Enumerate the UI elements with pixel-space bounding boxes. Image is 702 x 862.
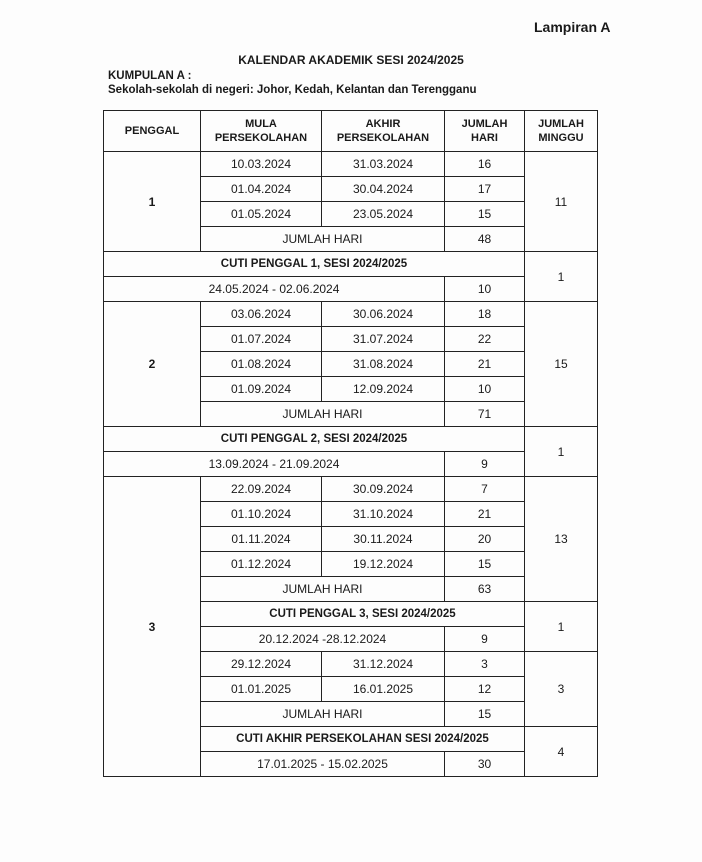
mula-cell: 22.09.2024 (201, 477, 322, 502)
hari-cell: 18 (445, 302, 525, 327)
hari-cell: 12 (445, 677, 525, 702)
jumlah-hari-label: JUMLAH HARI (201, 402, 445, 427)
akhir-cell: 31.03.2024 (322, 152, 445, 177)
akhir-cell: 30.04.2024 (322, 177, 445, 202)
cuti-akhir-label: CUTI AKHIR PERSEKOLAHAN SESI 2024/2025 (201, 727, 525, 752)
total-hari-cell: 71 (445, 402, 525, 427)
hari-cell: 21 (445, 352, 525, 377)
mula-cell: 01.07.2024 (201, 327, 322, 352)
penggal-number: 3 (104, 477, 201, 777)
academic-calendar-table (103, 110, 598, 777)
mula-cell: 01.10.2024 (201, 502, 322, 527)
mula-cell: 01.11.2024 (201, 527, 322, 552)
hari-cell: 20 (445, 527, 525, 552)
cuti-dates: 24.05.2024 - 02.06.2024 (104, 277, 445, 302)
akhir-cell: 31.10.2024 (322, 502, 445, 527)
total-hari-cell: 63 (445, 577, 525, 602)
cuti-label: CUTI PENGGAL 1, SESI 2024/2025 (104, 252, 525, 277)
minggu-cell: 11 (525, 152, 598, 252)
hari-cell: 15 (445, 552, 525, 577)
jumlah-hari-label: JUMLAH HARI (201, 702, 445, 727)
hari-cell: 3 (445, 652, 525, 677)
header-jumlah-minggu: JUMLAH MINGGU (525, 111, 598, 152)
akhir-cell: 30.09.2024 (322, 477, 445, 502)
cuti-minggu-cell: 1 (525, 602, 598, 652)
hari-cell: 15 (445, 202, 525, 227)
hari-cell: 21 (445, 502, 525, 527)
header-penggal: PENGGAL (104, 111, 201, 152)
akhir-cell: 19.12.2024 (322, 552, 445, 577)
table-row (104, 152, 598, 177)
cuti-minggu-cell: 1 (525, 427, 598, 477)
group-label: KUMPULAN A : (108, 70, 192, 82)
mula-cell: 01.01.2025 (201, 677, 322, 702)
cuti-akhir-hari-cell: 30 (445, 752, 525, 777)
table-row (104, 302, 598, 327)
cuti-hari-cell: 9 (445, 452, 525, 477)
akhir-cell: 23.05.2024 (322, 202, 445, 227)
mula-cell: 10.03.2024 (201, 152, 322, 177)
cuti-dates-row (104, 277, 598, 302)
cuti-label: CUTI PENGGAL 3, SESI 2024/2025 (201, 602, 525, 627)
mula-cell: 01.12.2024 (201, 552, 322, 577)
mula-cell: 29.12.2024 (201, 652, 322, 677)
jumlah-hari-label: JUMLAH HARI (201, 577, 445, 602)
table-row (104, 477, 598, 502)
minggu-cell: 3 (525, 652, 598, 727)
lampiran-label: Lampiran A (534, 19, 611, 35)
document-title: KALENDAR AKADEMIK SESI 2024/2025 (238, 53, 464, 67)
mula-cell: 01.09.2024 (201, 377, 322, 402)
akhir-cell: 31.12.2024 (322, 652, 445, 677)
akhir-cell: 16.01.2025 (322, 677, 445, 702)
minggu-cell: 13 (525, 477, 598, 602)
header-jumlah-hari: JUMLAH HARI (445, 111, 525, 152)
group-states: Sekolah-sekolah di negeri: Johor, Kedah, Kelantan dan Terengganu (108, 84, 477, 96)
total-hari-cell: 48 (445, 227, 525, 252)
hari-cell: 10 (445, 377, 525, 402)
cuti-row (104, 252, 598, 277)
mula-cell: 01.08.2024 (201, 352, 322, 377)
akhir-cell: 30.06.2024 (322, 302, 445, 327)
minggu-cell: 15 (525, 302, 598, 427)
group-heading (108, 69, 477, 97)
akhir-cell: 31.08.2024 (322, 352, 445, 377)
cuti-akhir-minggu-cell: 4 (525, 727, 598, 777)
akhir-cell: 31.07.2024 (322, 327, 445, 352)
hari-cell: 7 (445, 477, 525, 502)
mula-cell: 01.05.2024 (201, 202, 322, 227)
cuti-minggu-cell: 1 (525, 252, 598, 302)
akhir-cell: 30.11.2024 (322, 527, 445, 552)
header-mula: MULA PERSEKOLAHAN (201, 111, 322, 152)
table-header-row (104, 111, 598, 152)
cuti-hari-cell: 9 (445, 627, 525, 652)
cuti-dates: 20.12.2024 -28.12.2024 (201, 627, 445, 652)
cuti-dates: 13.09.2024 - 21.09.2024 (104, 452, 445, 477)
cuti-dates-row (104, 452, 598, 477)
hari-cell: 17 (445, 177, 525, 202)
cuti-row (104, 427, 598, 452)
header-akhir: AKHIR PERSEKOLAHAN (322, 111, 445, 152)
penggal-number: 2 (104, 302, 201, 427)
hari-cell: 16 (445, 152, 525, 177)
mula-cell: 03.06.2024 (201, 302, 322, 327)
cuti-label: CUTI PENGGAL 2, SESI 2024/2025 (104, 427, 525, 452)
mula-cell: 01.04.2024 (201, 177, 322, 202)
jumlah-hari-label: JUMLAH HARI (201, 227, 445, 252)
cuti-hari-cell: 10 (445, 277, 525, 302)
penggal-number: 1 (104, 152, 201, 252)
cuti-akhir-dates: 17.01.2025 - 15.02.2025 (201, 752, 445, 777)
hari-cell: 22 (445, 327, 525, 352)
akhir-cell: 12.09.2024 (322, 377, 445, 402)
total-hari-cell: 15 (445, 702, 525, 727)
